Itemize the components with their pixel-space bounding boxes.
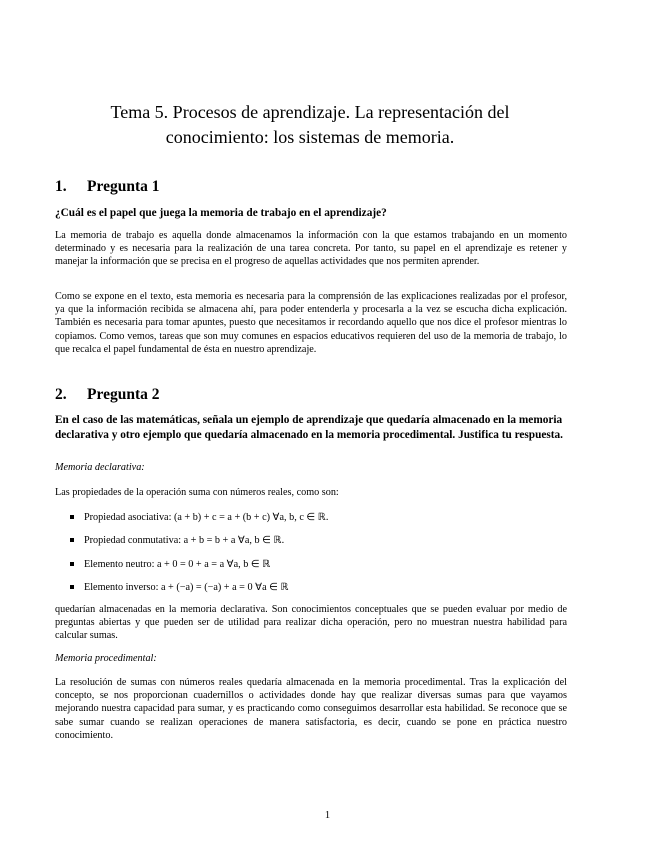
list-item: Propiedad conmutativa: a + b = b + a ∀a, b ∈ ℝ. bbox=[70, 534, 530, 557]
section-2-question: En el caso de las matemáticas, señala un ejemplo de aprendizaje que quedaría almacenado en la memoria declarativa y otro ejemplo que quedaría almacenado en la memoria procedimental. Justifica tu respuesta. bbox=[55, 414, 563, 441]
section-2-title: Pregunta 2 bbox=[87, 386, 160, 403]
section-1-paragraph-2: Como se expone en el texto, esta memoria es necesaria para la comprensión de las explicaciones realizadas por el profesor, ya que la información recibida se almacena ahí, para poder entenderla y procesarla a la vez se escucha dicha explicación. También es necesaria para tomar apuntes, puesto que necesitamos ir recordando aquello que nos dice el profesor mientras lo copiamos. Como vemos, tareas que son muy comunes en espacios educativos requieren del uso de la memoria de trabajo, lo que recalca el papel fundamental de ésta en nuestro aprendizaje. bbox=[55, 291, 567, 355]
declarative-intro: Las propiedades de la operación suma con números reales, como son: bbox=[55, 487, 339, 498]
section-1-number: 1. bbox=[55, 178, 67, 195]
procedural-paragraph: La resolución de sumas con números reales quedaría almacenada en la memoria procedimental. Tras la explicación del concepto, se nos proporcionan cuadernillos o actividades donde hay que realizar diversas sumas para que vayamos mejorando nuestra capacidad para sumar, y es practicando como conseguimos desarrollar esta habilidad. Se reconoce que se sabe sumar cuando se realizan operaciones de manera satisfactoria, es decir, cuando se pone en práctica nuestro conocimiento. bbox=[55, 677, 567, 741]
section-2-number: 2. bbox=[55, 386, 67, 403]
bullet-icon bbox=[70, 538, 74, 542]
section-1-heading bbox=[55, 178, 159, 196]
document-title bbox=[60, 100, 560, 150]
subhead-declarative-memory: Memoria declarativa: bbox=[55, 462, 145, 473]
title-line-1: Tema 5. Procesos de aprendizaje. La representación del bbox=[110, 102, 510, 122]
bullet-icon bbox=[70, 515, 74, 519]
section-1-paragraph-1: La memoria de trabajo es aquella donde almacenamos la información con la que estamos trabajando en un momento determinado y es necesaria para la realización de una tarea concreta. Por tanto, su papel en el aprendizaje es retener y manejar la información que se precisa en el progreso de aquellas actividades que nos permiten aprender. bbox=[55, 230, 567, 268]
declarative-paragraph: quedarían almacenadas en la memoria declarativa. Son conocimientos conceptuales que se pueden evaluar por medio de preguntas abiertas y que pueden ser de utilidad para realizar dicha operación, pero no muestran nuestra habilidad para calcular sumas. bbox=[55, 604, 567, 642]
bullet-icon bbox=[70, 562, 74, 566]
title-line-2: conocimiento: los sistemas de memoria. bbox=[165, 127, 455, 147]
properties-list bbox=[70, 511, 530, 605]
list-item: Propiedad asociativa: (a + b) + c = a + (b + c) ∀a, b, c ∈ ℝ. bbox=[70, 511, 530, 534]
bullet-icon bbox=[70, 585, 74, 589]
list-item: Elemento neutro: a + 0 = 0 + a = a ∀a, b ∈ ℝ bbox=[70, 558, 530, 581]
page-number: 1 bbox=[324, 810, 331, 821]
section-2-heading bbox=[55, 386, 159, 404]
subhead-procedural-memory: Memoria procedimental: bbox=[55, 653, 157, 664]
section-1-title: Pregunta 1 bbox=[87, 178, 160, 195]
list-item: Elemento inverso: a + (−a) = (−a) + a = 0 ∀a ∈ ℝ bbox=[70, 581, 530, 604]
section-1-question: ¿Cuál es el papel que juega la memoria de trabajo en el aprendizaje? bbox=[55, 207, 387, 219]
